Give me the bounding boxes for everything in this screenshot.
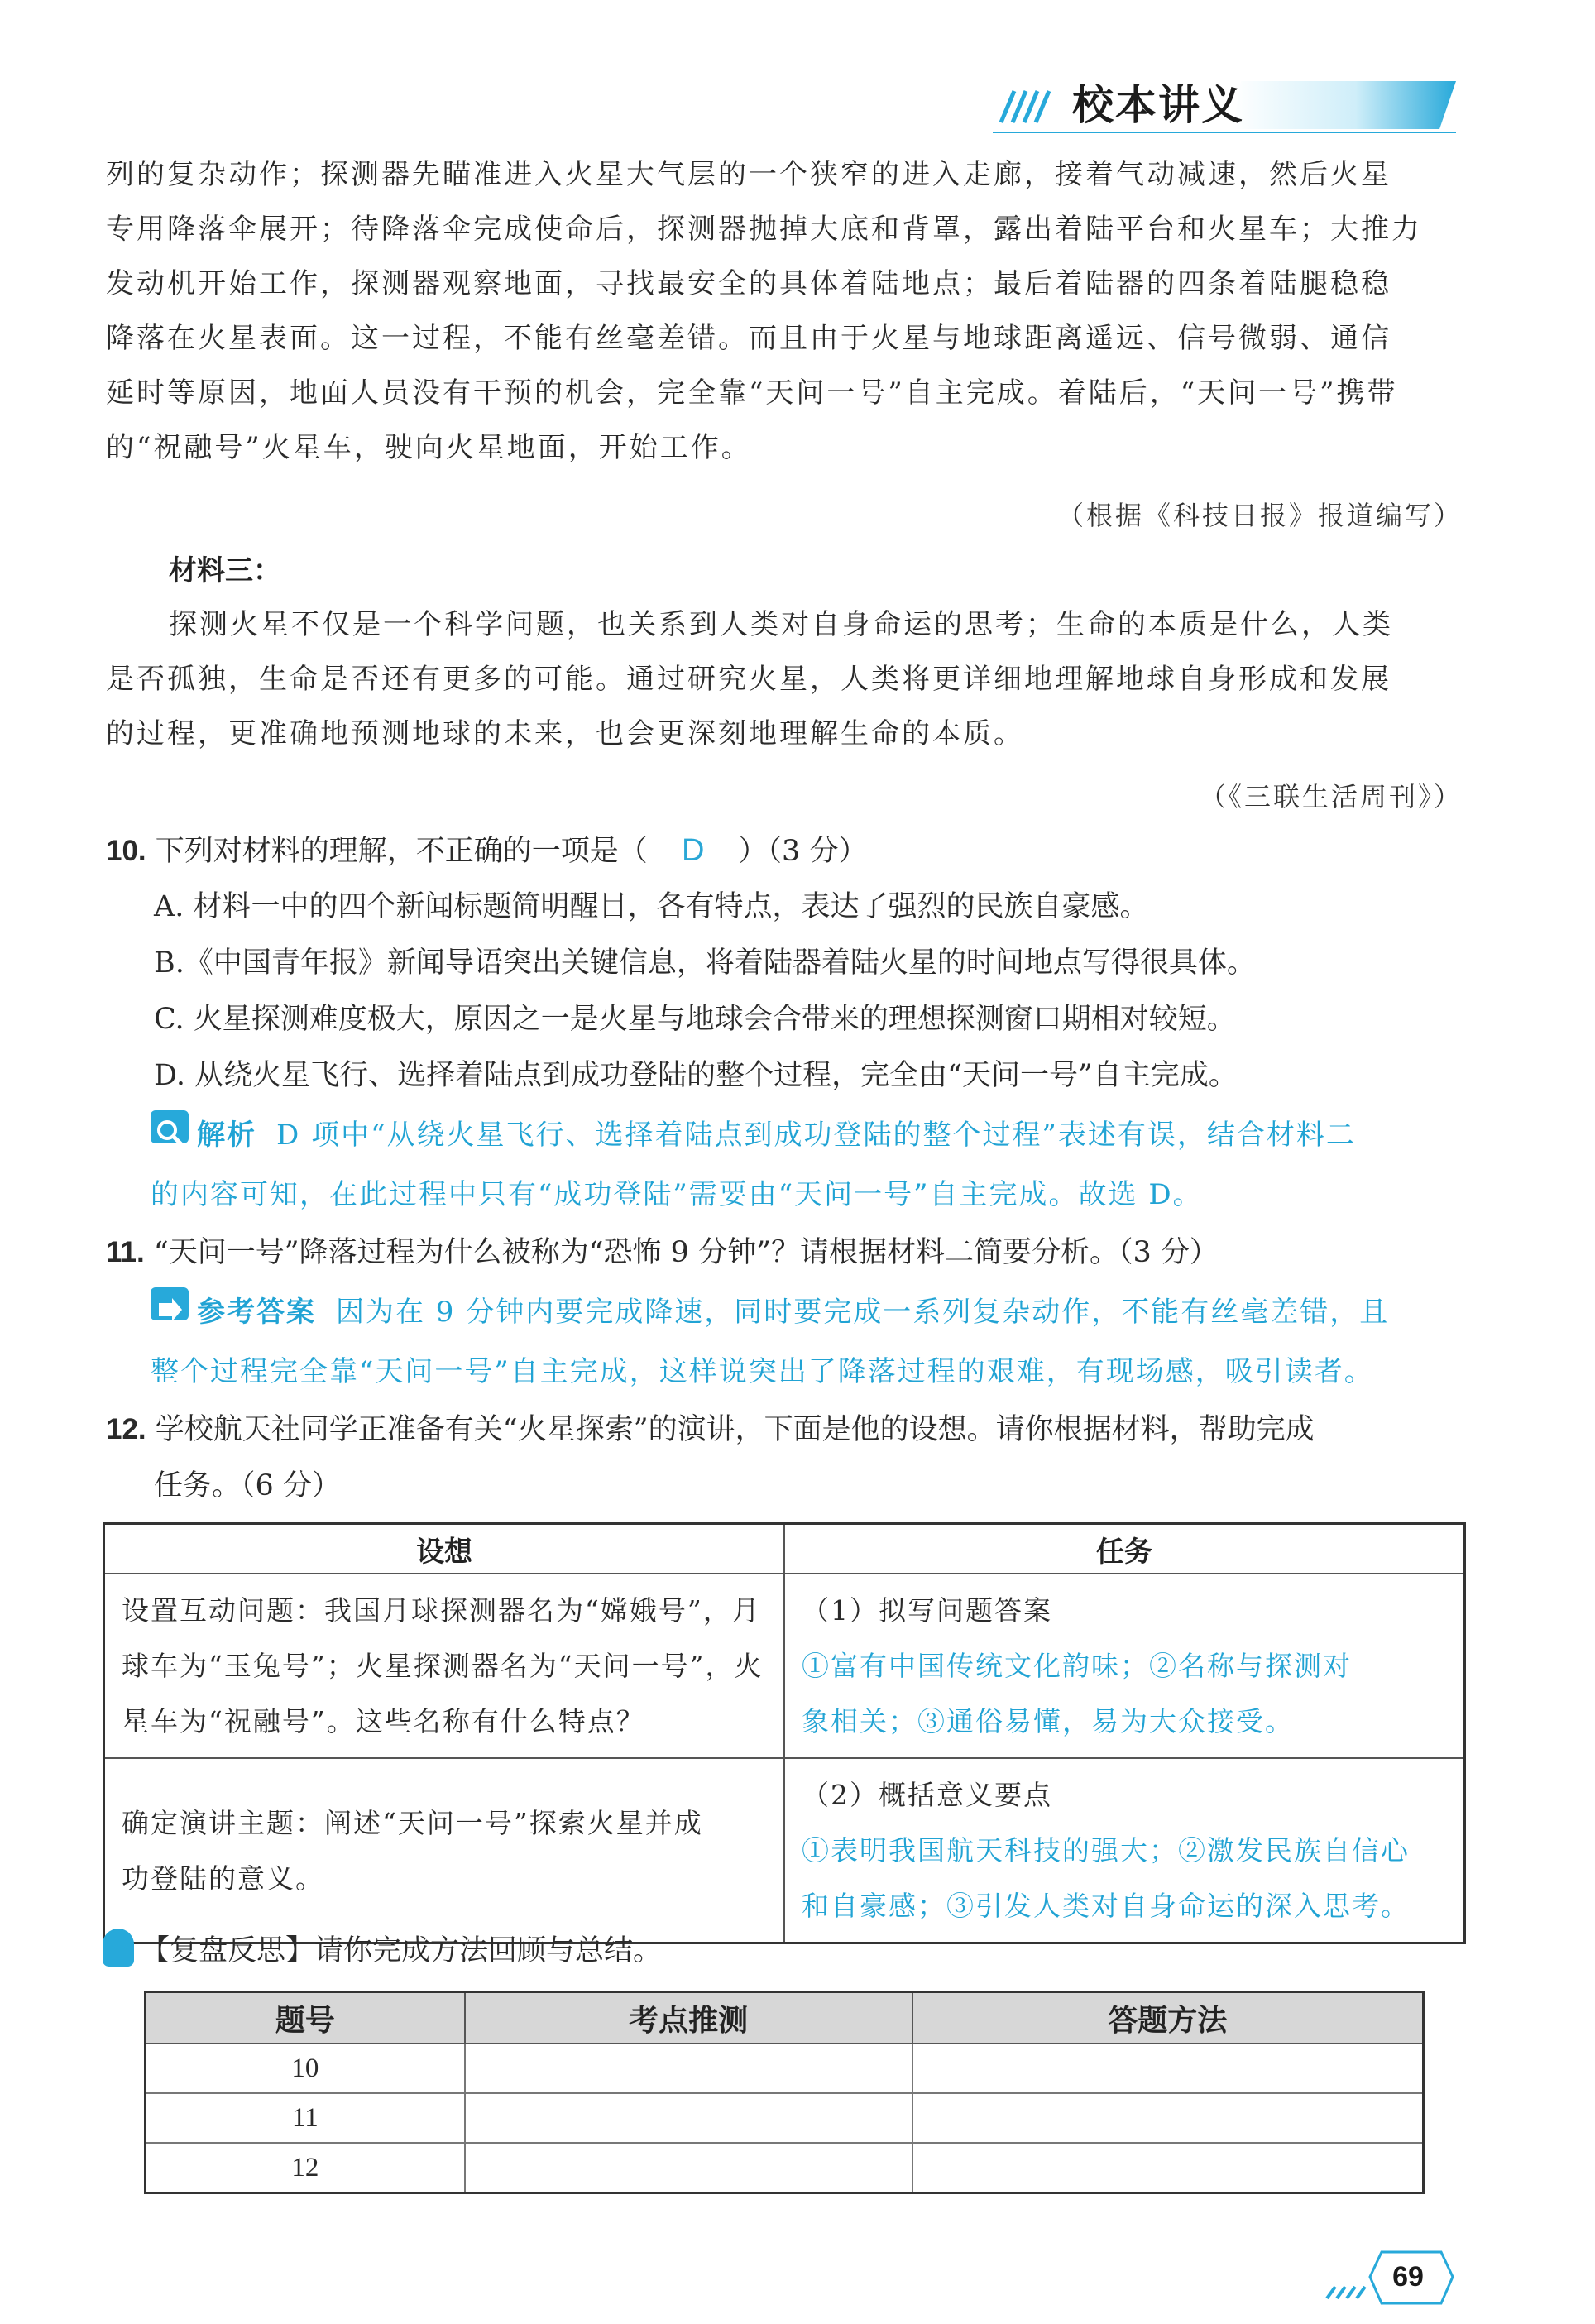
review-table xyxy=(144,1991,1425,2194)
material3-title: 材料三： xyxy=(169,554,281,587)
task-answer-line: 象相关；③通俗易懂，易为大众接受。 xyxy=(802,1705,1294,1737)
task-answer-line: 和自豪感；③引发人类对自身命运的深入思考。 xyxy=(802,1890,1410,1922)
plan-cell xyxy=(104,1758,785,1943)
review-blank-cell[interactable] xyxy=(912,2093,1424,2143)
table-header: 任务 xyxy=(784,1524,1465,1574)
header-title: 校本讲义 xyxy=(1072,81,1244,129)
material2-source: （根据《科技日报》报道编写） xyxy=(1056,500,1463,531)
plan-line: 球车为“玉兔号”；火星探测器名为“天问一号”，火 xyxy=(122,1650,764,1682)
lightbulb-icon xyxy=(103,1929,134,1967)
q10-stem-text: 下列对材料的理解，不正确的一项是（ xyxy=(155,835,648,868)
q12-number: 12. xyxy=(106,1413,146,1445)
review-blank-cell[interactable] xyxy=(465,2093,912,2143)
review-header: 题号 xyxy=(146,1992,465,2044)
review-blank-cell[interactable] xyxy=(912,2143,1424,2193)
q10-option-d: D. 从绕火星飞行、选择着陆点到成功登陆的整个过程，完全由“天问一号”自主完成。 xyxy=(154,1059,1238,1092)
material2-line: 专用降落伞展开；待降落伞完成使命后，探测器抛掉大底和背罩，露出着陆平台和火星车；大推力 xyxy=(106,213,1422,246)
task-answer-line: ①表明我国航天科技的强大；②激发民族自信心 xyxy=(802,1834,1410,1866)
q10-option-a: A. 材料一中的四个新闻标题简明醒目，各有特点，表达了强烈的民族自豪感。 xyxy=(154,890,1149,923)
answer-line: 整个过程完全靠“天问一号”自主完成，这样说突出了降落过程的艰难，有现场感，吸引读者。 xyxy=(151,1355,1374,1388)
review-header: 答题方法 xyxy=(912,1992,1424,2044)
q12-stem-text: 学校航天社同学正准备有关“火星探索”的演讲，下面是他的设想。请你根据材料，帮助完成 xyxy=(155,1413,1315,1446)
material3-source: （《三联生活周刊》） xyxy=(1199,781,1463,812)
plan-line: 设置互动问题：我国月球探测器名为“嫦娥号”，月 xyxy=(122,1594,761,1627)
review-title-text: 【复盘反思】请你完成方法回顾与总结。 xyxy=(141,1934,663,1967)
material2-line: 延时等原因，地面人员没有干预的机会，完全靠“天问一号”自主完成。着陆后，“天问一号”携带 xyxy=(106,376,1398,410)
task-title: （2）概括意义要点 xyxy=(802,1779,1052,1811)
task-cell xyxy=(784,1758,1465,1943)
q11-stem-text: “天问一号”降落过程为什么被称为“恐怖 9 分钟”？请根据材料二简要分析。（3 分） xyxy=(153,1236,1219,1269)
q12-stem-line2: 任务。（6 分） xyxy=(154,1469,341,1502)
material2-line: 列的复杂动作；探测器先瞄准进入火星大气层的一个狭窄的进入走廊，接着气动减速，然后火星 xyxy=(106,158,1391,191)
analysis-line: 的内容可知，在此过程中只有“成功登陆”需要由“天问一号”自主完成。故选 D。 xyxy=(151,1178,1203,1211)
review-qnum: 12 xyxy=(146,2143,465,2193)
task-cell xyxy=(784,1574,1465,1758)
plan-line: 确定演讲主题：阐述“天问一号”探索火星并成 xyxy=(122,1806,703,1839)
review-title xyxy=(103,1928,662,1969)
material2-line: 的“祝融号”火星车，驶向火星地面，开始工作。 xyxy=(106,431,752,464)
arrow-icon xyxy=(151,1287,189,1320)
material2-line: 降落在火星表面。这一过程，不能有丝毫差错。而且由于火星与地球距离遥远、信号微弱、通信 xyxy=(106,322,1391,355)
plan-line: 功登陆的意义。 xyxy=(122,1862,324,1895)
q11-number: 11. xyxy=(106,1236,145,1268)
table-header: 设想 xyxy=(104,1524,785,1574)
review-header: 考点推测 xyxy=(465,1992,912,2044)
q10-number: 10. xyxy=(106,835,146,867)
answer-line: 因为在 9 分钟内要完成降速，同时要完成一系列复杂动作，不能有丝毫差错，且 xyxy=(336,1296,1390,1329)
q11-answer xyxy=(151,1282,1466,1402)
review-qnum: 11 xyxy=(146,2093,465,2143)
plan-task-table xyxy=(103,1522,1466,1944)
q10-option-b: B.《中国青年报》新闻导语突出关键信息，将着陆器着陆火星的时间地点写得很具体。 xyxy=(154,946,1256,980)
plan-cell xyxy=(104,1574,785,1758)
q10-analysis xyxy=(151,1105,1466,1224)
task-title: （1）拟写问题答案 xyxy=(802,1594,1052,1627)
review-blank-cell[interactable] xyxy=(465,2143,912,2193)
review-blank-cell[interactable] xyxy=(912,2044,1424,2093)
material2-line: 发动机开始工作，探测器观察地面，寻找最安全的具体着陆地点；最后着陆器的四条着陆腿稳稳 xyxy=(106,267,1391,300)
task-answer-line: ①富有中国传统文化韵味；②名称与探测对 xyxy=(802,1650,1352,1682)
material3-line: 是否孤独，生命是否还有更多的可能。通过研究火星，人类将更详细地理解地球自身形成和发展 xyxy=(106,663,1391,696)
plan-line: 星车为“祝融号”。这些名称有什么特点？ xyxy=(122,1705,645,1737)
magnifier-icon xyxy=(151,1110,189,1143)
analysis-label: 解析 xyxy=(197,1119,256,1152)
q10-stem xyxy=(106,826,867,876)
material2-text xyxy=(106,147,1463,475)
review-blank-cell[interactable] xyxy=(465,2044,912,2093)
q10-option-c: C. 火星探测难度极大，原因之一是火星与地球会合带来的理想探测窗口期相对较短。 xyxy=(154,1003,1236,1036)
q11-stem xyxy=(106,1228,1219,1277)
q10-answer: D xyxy=(681,833,705,868)
q10-stem-score: ）（3 分） xyxy=(738,835,868,868)
material3-line: 探测火星不仅是一个科学问题，也关系到人类对自身命运的思考；生命的本质是什么，人类 xyxy=(169,608,1393,641)
material3-text xyxy=(106,597,1463,761)
page-number: 69 xyxy=(1392,2261,1424,2293)
review-qnum: 10 xyxy=(146,2044,465,2093)
material3-line: 的过程，更准确地预测地球的未来，也会更深刻地理解生命的本质。 xyxy=(106,717,1024,750)
reference-answer-label: 参考答案 xyxy=(197,1296,316,1329)
q12-stem xyxy=(106,1405,1315,1454)
analysis-line: D 项中“从绕火星飞行、选择着陆点到成功登陆的整个过程”表述有误，结合材料二 xyxy=(276,1119,1356,1152)
